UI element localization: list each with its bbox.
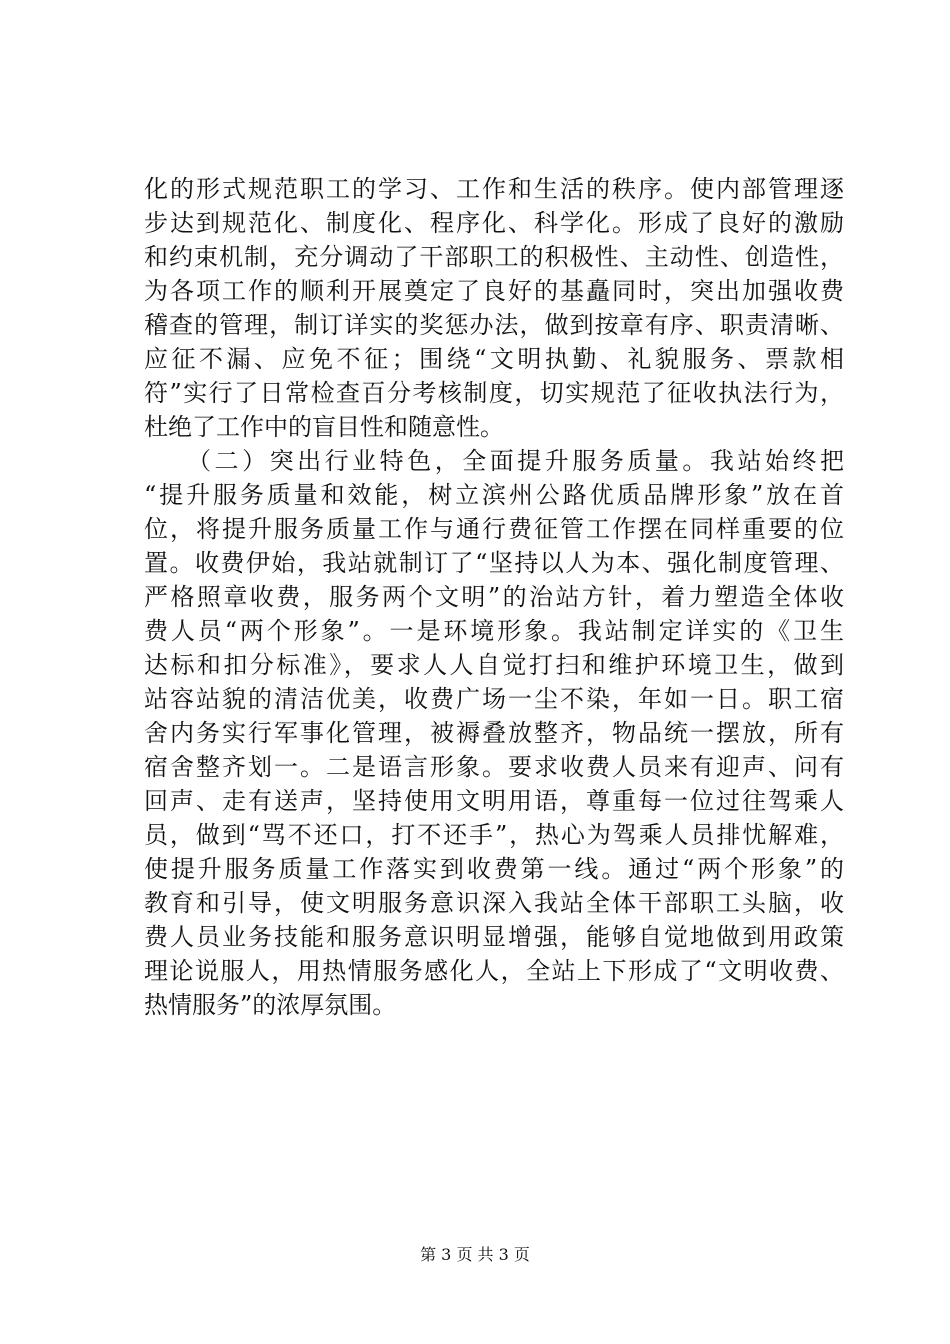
text-line: 杜绝了工作中的盲目性和随意性。 — [144, 413, 504, 441]
page-number-footer: 第 3 页 共 3 页 — [420, 1245, 530, 1264]
text-line: 应征不漏、应免不征；围绕“文明执勤、礼貌服务、票款相 — [144, 345, 844, 373]
text-line: 和约束机制，充分调动了干部职工的积极性、主动性、创造性， — [144, 243, 844, 271]
text-line: （二）突出行业特色，全面提升服务质量。我站始终把 — [144, 447, 844, 475]
text-line: 教育和引导，使文明服务意识深入我站全体干部职工头脑，收 — [144, 889, 844, 917]
text-line: 稽查的管理，制订详实的奖惩办法，做到按章有序、职责清晰、 — [144, 311, 844, 339]
text-line: 热情服务”的浓厚氛围。 — [144, 991, 397, 1019]
text-line: 站容站貌的清洁优美，收费广场一尘不染，年如一日。职工宿 — [144, 685, 844, 713]
text-line: 达标和扣分标准》，要求人人自觉打扫和维护环境卫生，做到 — [144, 651, 844, 679]
text-line: 化的形式规范职工的学习、工作和生活的秩序。使内部管理逐 — [144, 175, 844, 203]
text-line: 为各项工作的顺利开展奠定了良好的基矗同时，突出加强收费 — [144, 277, 844, 305]
text-line: 理论说服人，用热情服务感化人，全站上下形成了“文明收费、 — [144, 957, 844, 985]
text-line: 员，做到“骂不还口，打不还手”，热心为驾乘人员排忧解难， — [144, 821, 844, 849]
text-line: 位，将提升服务质量工作与通行费征管工作摆在同样重要的位 — [144, 515, 844, 543]
text-line: 严格照章收费，服务两个文明”的治站方针，着力塑造全体收 — [144, 583, 844, 611]
text-line: “提升服务质量和效能，树立滨州公路优质品牌形象”放在首 — [144, 481, 844, 509]
text-line: 舍内务实行军事化管理，被褥叠放整齐，物品统一摆放，所有 — [144, 719, 844, 747]
text-line: 置。收费伊始，我站就制订了“坚持以人为本、强化制度管理、 — [144, 549, 844, 577]
text-line: 回声、走有送声，坚持使用文明用语，尊重每一位过往驾乘人 — [144, 787, 844, 815]
text-line: 使提升服务质量工作落实到收费第一线。通过“两个形象”的 — [144, 855, 844, 883]
body-text — [144, 172, 844, 1022]
text-line: 符”实行了日常检查百分考核制度，切实规范了征收执法行为， — [144, 379, 844, 407]
text-line: 费人员“两个形象”。一是环境形象。我站制定详实的《卫生 — [144, 617, 844, 645]
text-line: 宿舍整齐划一。二是语言形象。要求收费人员来有迎声、问有 — [144, 753, 844, 781]
text-line: 步达到规范化、制度化、程序化、科学化。形成了良好的激励 — [144, 209, 844, 237]
text-line: 费人员业务技能和服务意识明显增强，能够自觉地做到用政策 — [144, 923, 844, 951]
